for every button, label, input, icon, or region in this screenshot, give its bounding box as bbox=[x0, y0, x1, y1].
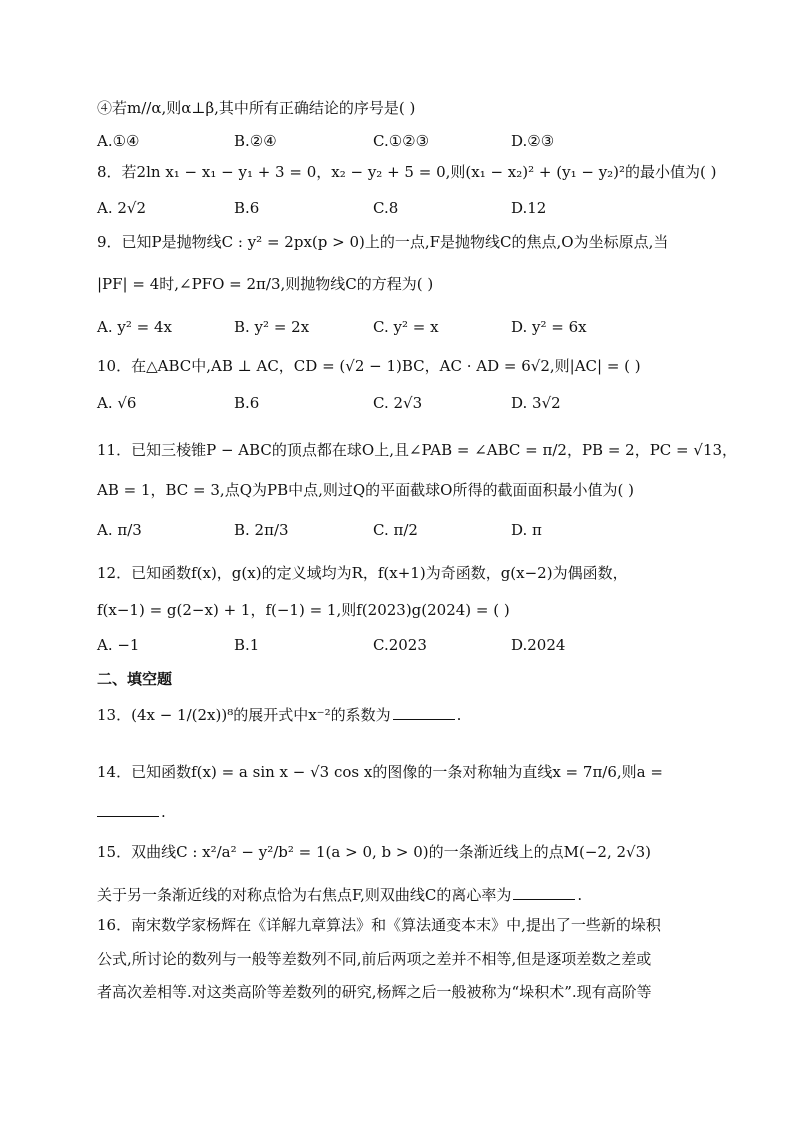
q8-option-b[interactable]: B.6 bbox=[234, 199, 260, 217]
q15-period: . bbox=[577, 886, 583, 904]
q16-line1: 16．南宋数学家杨辉在《详解九章算法》和《算法通变本末》中,提出了一些新的垛积 bbox=[97, 916, 661, 934]
q10-options bbox=[97, 393, 717, 413]
q8-stem: 8．若2ln x₁ − x₁ − y₁ + 3 = 0，x₂ − y₂ + 5 = 0,则(x₁ − x₂)² + (y₁ − y₂)²的最小值为( ) bbox=[97, 163, 717, 181]
q12-options bbox=[97, 635, 717, 655]
q13-stem: 13．(4x − 1/(2x))⁸的展开式中x⁻²的系数为 bbox=[97, 706, 391, 724]
q11-option-d[interactable]: D. π bbox=[511, 521, 542, 539]
q11-option-b[interactable]: B. 2π/3 bbox=[234, 521, 289, 539]
q8-option-a[interactable]: A. 2√2 bbox=[97, 199, 147, 217]
q9-option-d[interactable]: D. y² = 6x bbox=[511, 318, 587, 336]
q14-stem: 14．已知函数f(x) = a sin x − √3 cos x的图像的一条对称轴为直线x = 7π/6,则a = bbox=[97, 763, 663, 781]
q12-option-c[interactable]: C.2023 bbox=[373, 636, 427, 654]
q7-option-b[interactable]: B.②④ bbox=[234, 132, 277, 150]
q7-option-d[interactable]: D.②③ bbox=[511, 132, 555, 150]
q11-option-a[interactable]: A. π/3 bbox=[97, 521, 142, 539]
q9-option-c[interactable]: C. y² = x bbox=[373, 318, 439, 336]
q10-option-a[interactable]: A. √6 bbox=[97, 394, 137, 412]
q13-period: . bbox=[456, 706, 462, 724]
q13-answer-blank[interactable] bbox=[393, 705, 455, 720]
q8-option-d[interactable]: D.12 bbox=[511, 199, 547, 217]
q7-option-c[interactable]: C.①②③ bbox=[373, 132, 430, 150]
q9-option-b[interactable]: B. y² = 2x bbox=[234, 318, 310, 336]
q13 bbox=[97, 705, 461, 725]
section-heading-fill-blank: 二、填空题 bbox=[97, 670, 173, 688]
q16-line2: 公式,所讨论的数列与一般等差数列不同,前后两项之差并不相等,但是逐项差数之差或 bbox=[97, 950, 652, 968]
q15-stem-line2: 关于另一条渐近线的对称点恰为右焦点F,则双曲线C的离心率为 bbox=[97, 886, 512, 904]
q10-stem: 10．在△ABC中,AB ⊥ AC，CD = (√2 − 1)BC，AC · AD = 6√2,则|AC| = ( ) bbox=[97, 357, 641, 375]
q9-stem-line2: |PF| = 4时,∠PFO = 2π/3,则抛物线C的方程为( ) bbox=[97, 275, 434, 293]
q11-options bbox=[97, 520, 717, 540]
q16-line3: 者高次差相等.对这类高阶等差数列的研究,杨辉之后一般被称为“垛积术”.现有高阶等 bbox=[97, 983, 652, 1001]
q15-stem-line1: 15．双曲线C : x²/a² − y²/b² = 1(a > 0, b > 0)的一条渐近线上的点M(−2, 2√3) bbox=[97, 843, 651, 861]
q12-stem-line1: 12．已知函数f(x)，g(x)的定义域均为R，f(x+1)为奇函数，g(x−2)为偶函数， bbox=[97, 564, 628, 582]
q11-option-c[interactable]: C. π/2 bbox=[373, 521, 418, 539]
q8-option-c[interactable]: C.8 bbox=[373, 199, 399, 217]
q12-stem-line2: f(x−1) = g(2−x) + 1，f(−1) = 1,则f(2023)g(2024) = ( ) bbox=[97, 601, 510, 619]
q7-continuation: ④若m//α,则α⊥β,其中所有正确结论的序号是( ) bbox=[97, 99, 416, 117]
q15-line2 bbox=[97, 885, 582, 905]
q12-option-b[interactable]: B.1 bbox=[234, 636, 260, 654]
q11-stem-line1: 11．已知三棱锥P − ABC的顶点都在球O上,且∠PAB = ∠ABC = π/2，PB = 2，PC = √13， bbox=[97, 441, 738, 459]
q12-option-d[interactable]: D.2024 bbox=[511, 636, 566, 654]
q10-option-d[interactable]: D. 3√2 bbox=[511, 394, 561, 412]
q14-answer-line bbox=[97, 802, 166, 822]
q7-options bbox=[97, 131, 717, 151]
q14-answer-blank[interactable] bbox=[97, 802, 159, 817]
q9-options bbox=[97, 317, 717, 337]
q10-option-b[interactable]: B.6 bbox=[234, 394, 260, 412]
q11-stem-line2: AB = 1，BC = 3,点Q为PB中点,则过Q的平面截球O所得的截面面积最小值为( ) bbox=[97, 481, 634, 499]
q10-option-c[interactable]: C. 2√3 bbox=[373, 394, 423, 412]
q8-options bbox=[97, 198, 717, 218]
q7-option-a[interactable]: A.①④ bbox=[97, 132, 140, 150]
q12-option-a[interactable]: A. −1 bbox=[97, 636, 140, 654]
q14-period: . bbox=[161, 803, 166, 821]
q9-stem-line1: 9．已知P是抛物线C : y² = 2px(p > 0)上的一点,F是抛物线C的焦点,O为坐标原点,当 bbox=[97, 233, 669, 251]
q9-option-a[interactable]: A. y² = 4x bbox=[97, 318, 172, 336]
q15-answer-blank[interactable] bbox=[513, 885, 575, 900]
